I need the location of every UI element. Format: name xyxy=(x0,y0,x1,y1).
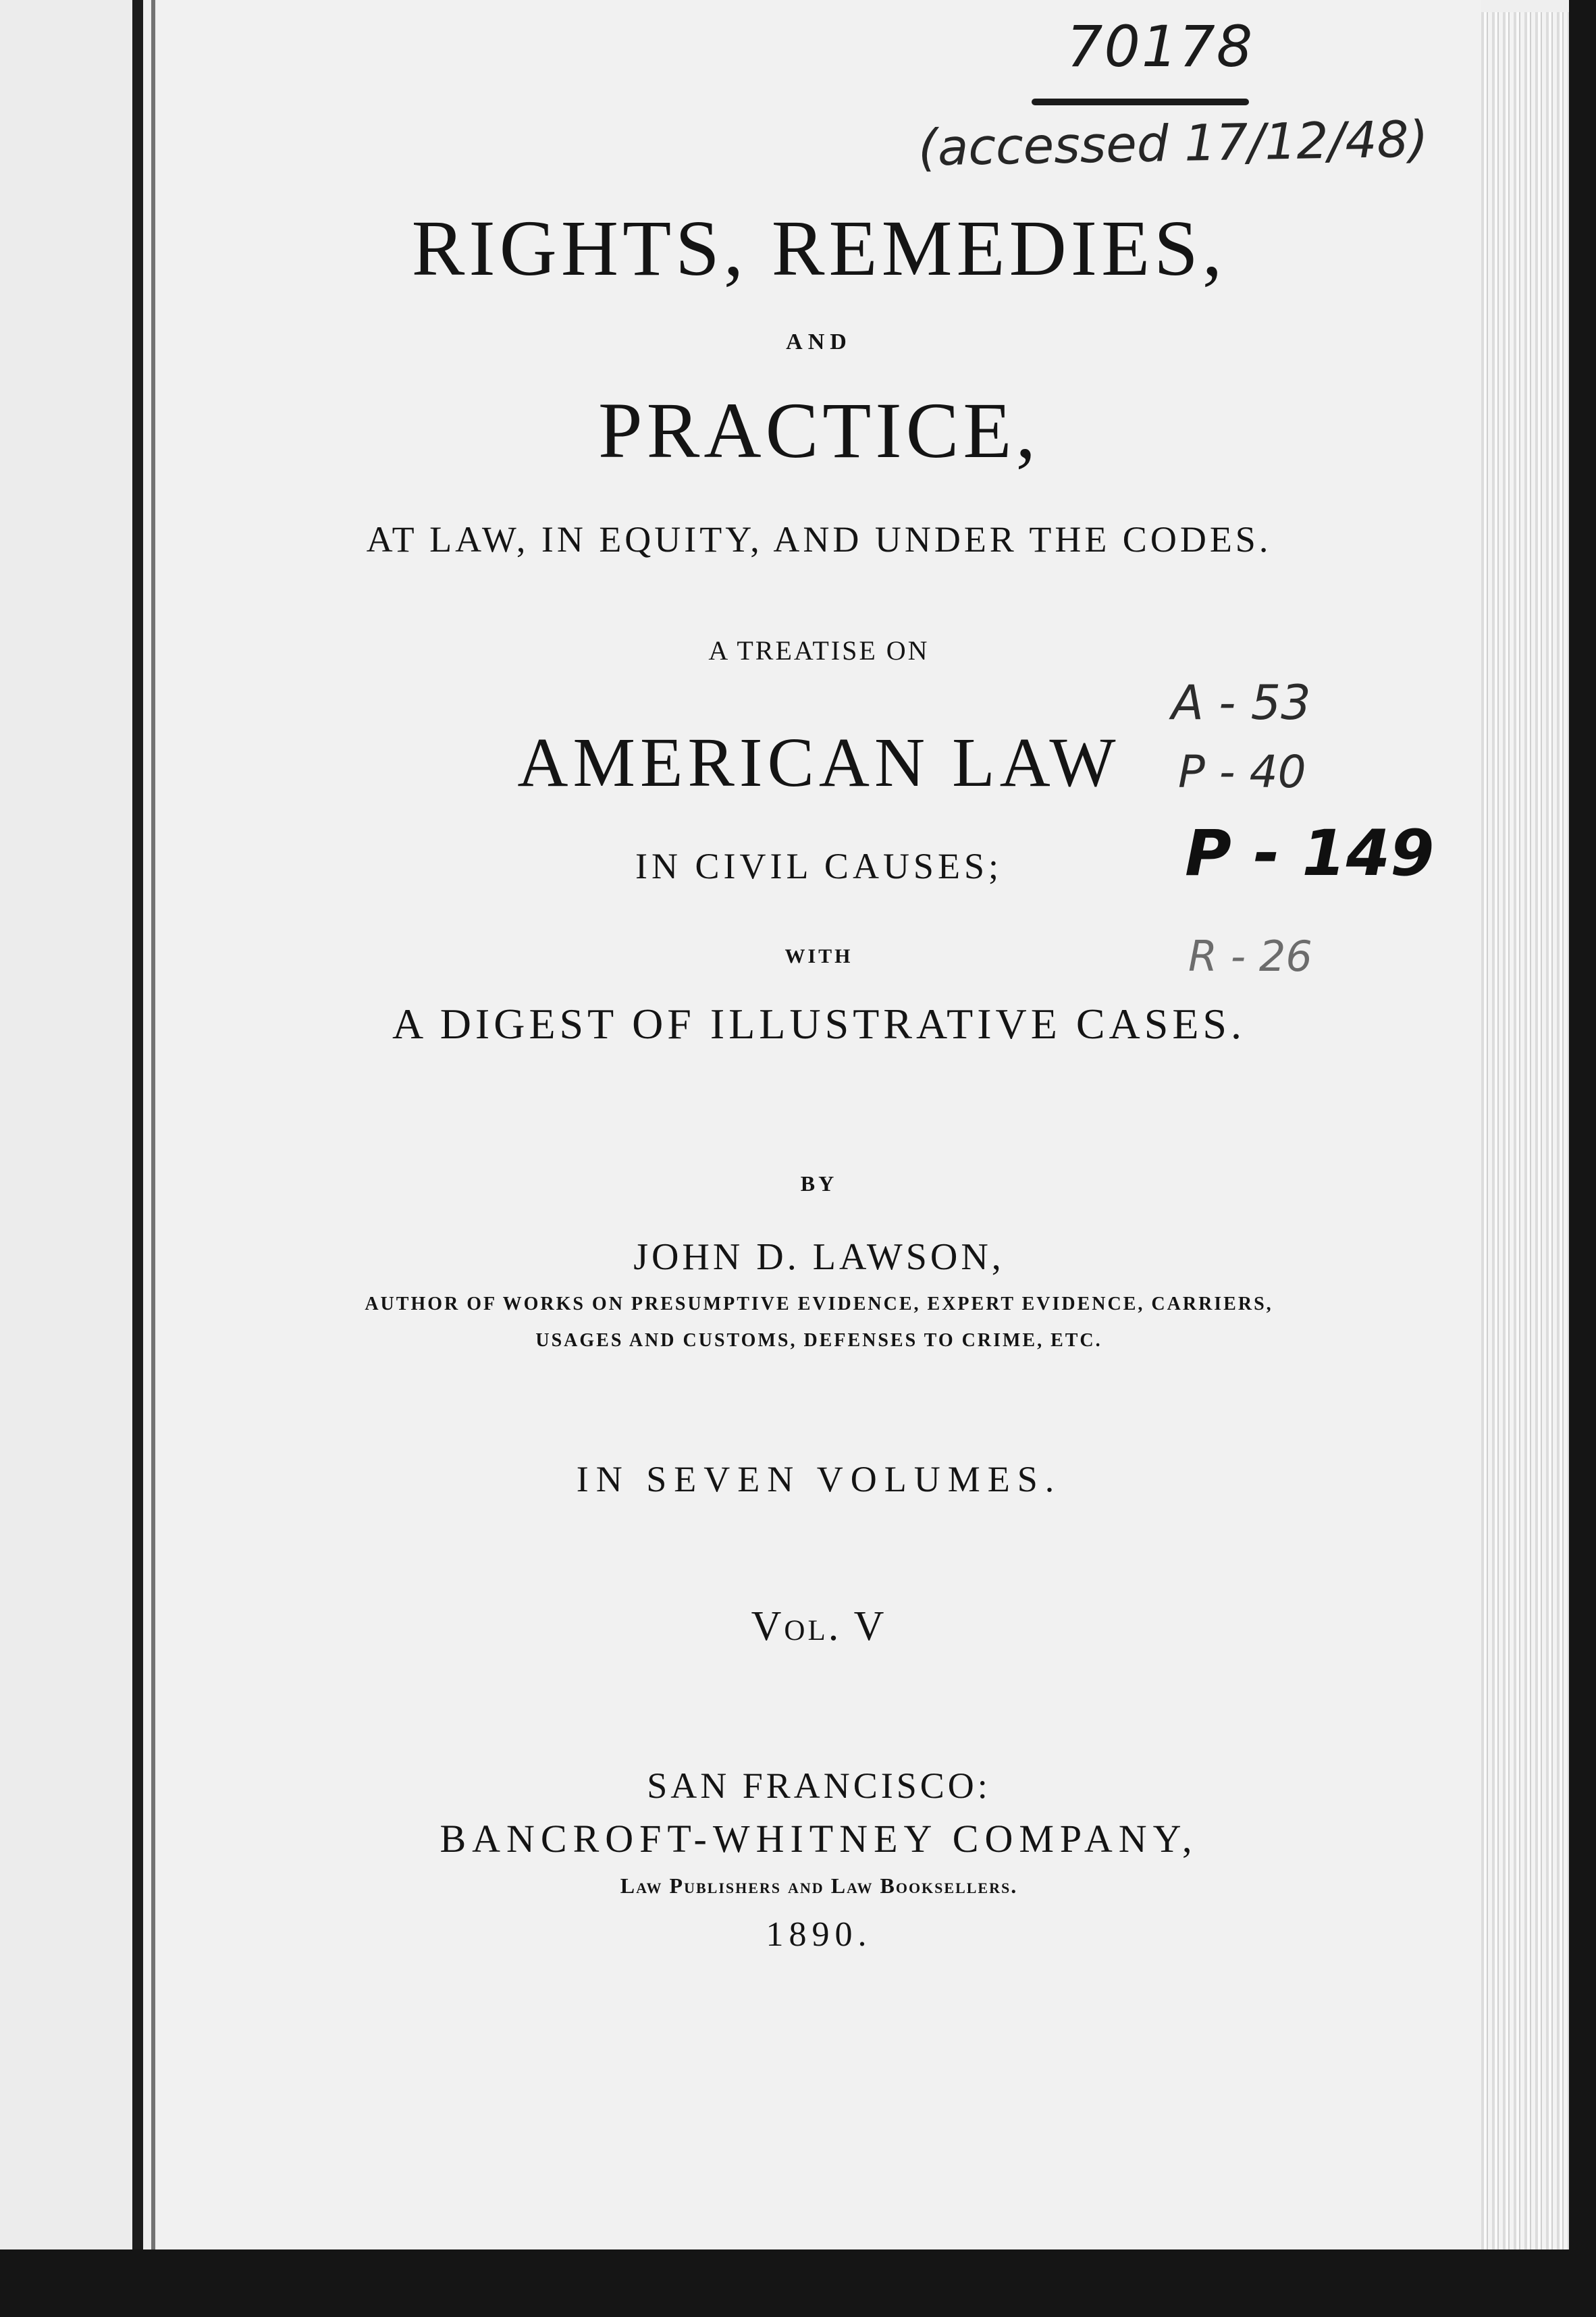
title-conjunction-and: AND xyxy=(786,329,852,354)
with-label: WITH xyxy=(784,945,853,967)
by-label: BY xyxy=(800,1171,838,1196)
author-works-line-1: AUTHOR OF WORKS ON PRESUMPTIVE EVIDENCE, EXPERT EVIDENCE, CARRIERS, xyxy=(365,1294,1273,1314)
volume-count: IN SEVEN VOLUMES. xyxy=(576,1459,1062,1499)
handwritten-ref-p-149: P - 149 xyxy=(1185,817,1435,890)
handwritten-ref-a: A - 53 xyxy=(1171,675,1311,730)
volume-number: Vol. V xyxy=(751,1603,887,1649)
gutter-line xyxy=(151,0,155,2317)
publisher-city: SAN FRANCISCO: xyxy=(647,1765,991,1806)
title-line-practice: PRACTICE, xyxy=(598,386,1040,475)
main-subject-american-law: AMERICAN LAW xyxy=(517,724,1121,801)
scan-border-bottom xyxy=(0,2249,1596,2317)
subtitle-law-equity-codes: AT LAW, IN EQUITY, AND UNDER THE CODES. xyxy=(366,519,1272,560)
treatise-on-label: A TREATISE ON xyxy=(708,635,930,666)
author-name: JOHN D. LAWSON, xyxy=(633,1236,1005,1278)
page-stack-edges xyxy=(1481,12,1569,2249)
scan-border-right xyxy=(1569,0,1596,2317)
binding-gutter-shadow xyxy=(132,0,143,2317)
publisher-trade: Law Publishers and Law Booksellers. xyxy=(620,1873,1018,1898)
handwritten-accessed-note: (accessed 17/12/48) xyxy=(917,110,1429,178)
facing-page-edge xyxy=(0,0,135,2317)
handwritten-accession-number: 70178 xyxy=(1067,14,1254,80)
publisher-name: BANCROFT-WHITNEY COMPANY, xyxy=(440,1817,1198,1861)
handwritten-ref-p-40: P - 40 xyxy=(1178,746,1306,798)
title-line-rights-remedies: RIGHTS, REMEDIES, xyxy=(411,204,1227,292)
digest-line: A DIGEST OF ILLUSTRATIVE CASES. xyxy=(392,1000,1246,1048)
handwritten-ref-r-26: R - 26 xyxy=(1188,932,1312,981)
civil-causes-line: IN CIVIL CAUSES; xyxy=(635,846,1003,886)
accession-underline xyxy=(1032,99,1249,105)
publication-year: 1890. xyxy=(766,1915,872,1954)
author-works-line-2: USAGES AND CUSTOMS, DEFENSES TO CRIME, ETC. xyxy=(535,1330,1102,1351)
